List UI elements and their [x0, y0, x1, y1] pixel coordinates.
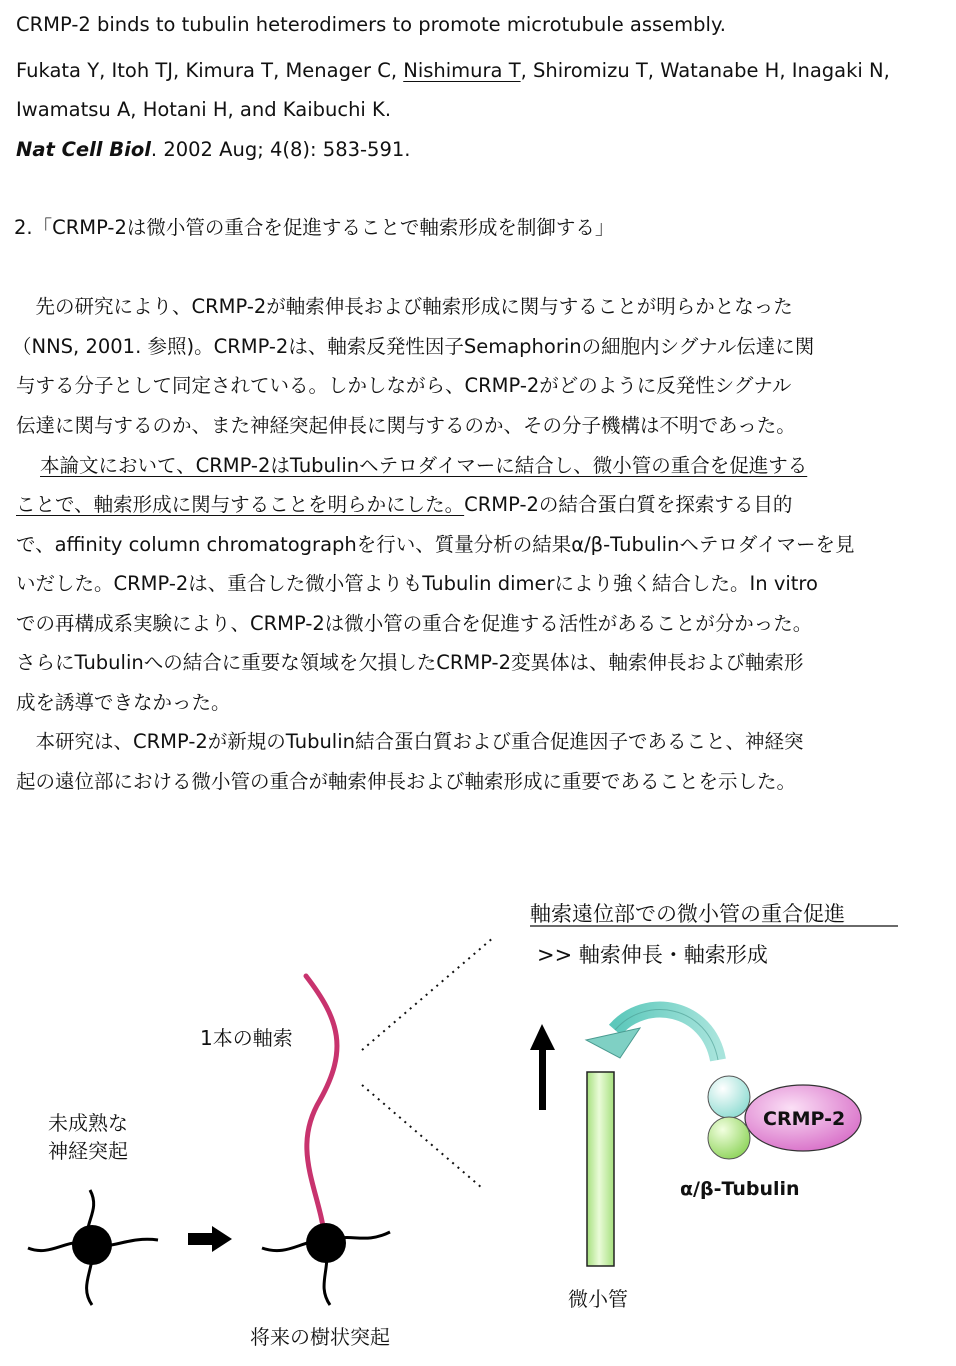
journal-name: Nat Cell Biol	[16, 138, 151, 161]
citation-details: . 2002 Aug; 4(8): 583-591.	[150, 138, 411, 161]
key-finding-text-2: ことで、軸索形成に関与することを明らかにした。	[16, 493, 465, 516]
figure-heading: 軸索遠位部での微小管の重合促進	[530, 902, 845, 926]
immature-neuron	[28, 1190, 158, 1305]
figure-subheading: >> 軸索伸長・軸索形成	[537, 943, 768, 967]
body-line: 成を誘導できなかった。	[16, 691, 231, 714]
authors-after: , Shiromizu T, Watanabe H, Inagaki N,	[520, 59, 890, 82]
body-line: さらにTubulinへの結合に重要な領域を欠損したCRMP-2変異体は、軸索伸長および軸索形	[16, 651, 804, 674]
authors-before: Fukata Y, Itoh TJ, Kimura T, Menager C,	[16, 59, 404, 82]
axon	[306, 976, 337, 1240]
body-line-rest: CRMP-2の結合蛋白質を探索する目的	[464, 493, 793, 516]
zoom-line-bottom	[362, 1085, 482, 1188]
body-line: （NNS, 2001. 参照)。CRMP-2は、軸索反発性因子Semaphorinの細胞内シグナル伝達に関	[12, 335, 815, 358]
highlighted-author: Nishimura T	[403, 59, 521, 82]
body-line: での再構成系実験により、CRMP-2は微小管の重合を促進する活性があることが分かった。	[16, 612, 813, 635]
body-line: 伝達に関与するのか、また神経突起伸長に関与するのか、その分子機構は不明であった。	[16, 414, 796, 437]
section-heading: 2.「CRMP-2は微小管の重合を促進することで軸索形成を制御する」	[14, 216, 615, 239]
body-line: 与する分子として同定されている。しかしながら、CRMP-2がどのように反発性シグナル	[16, 374, 792, 397]
body-line: 先の研究により、CRMP-2が軸索伸長および軸索形成に関与することが明らかとなった	[16, 295, 793, 318]
body-line: で、affinity column chromatographを行い、質量分析の結果α/β-Tubulinヘテロダイマーを見	[16, 533, 855, 556]
beta-tubulin	[708, 1117, 750, 1159]
zoom-line-top	[362, 937, 494, 1050]
label-crmp2: CRMP-2	[763, 1108, 846, 1130]
label-immature-1: 未成熟な	[48, 1111, 128, 1135]
alpha-tubulin	[708, 1076, 750, 1118]
body-line: いだした。CRMP-2は、重合した微小管よりもTubulin dimerにより強く結合した。In vitro	[16, 572, 818, 595]
cell-body	[306, 1223, 346, 1263]
body-line: 起の遠位部における微小管の重合が軸索伸長および軸索形成に重要であることを示した。	[16, 770, 797, 793]
author-list-line-2: Iwamatsu A, Hotani H, and Kaibuchi K.	[16, 98, 392, 121]
growth-arrow-icon	[530, 1024, 555, 1110]
microtubule	[587, 1072, 614, 1266]
paper-title: CRMP-2 binds to tubulin heterodimers to promote microtubule assembly.	[16, 13, 726, 36]
body-line: 本研究は、CRMP-2が新規のTubulin結合蛋白質および重合促進因子であること、神経突	[16, 730, 804, 753]
label-axon: 1本の軸索	[200, 1026, 293, 1050]
label-tubulin: α/β-Tubulin	[680, 1178, 800, 1200]
transition-arrow-icon	[188, 1226, 232, 1252]
cell-body	[72, 1225, 112, 1265]
label-immature-2: 神経突起	[48, 1139, 128, 1163]
key-finding-text-1: 本論文において、CRMP-2はTubulinヘテロダイマーに結合し、微小管の重合を促進する	[40, 454, 808, 477]
label-dendrites: 将来の樹状突起	[250, 1325, 390, 1349]
label-microtubule: 微小管	[568, 1287, 628, 1311]
curved-arrow-icon	[586, 1010, 718, 1060]
